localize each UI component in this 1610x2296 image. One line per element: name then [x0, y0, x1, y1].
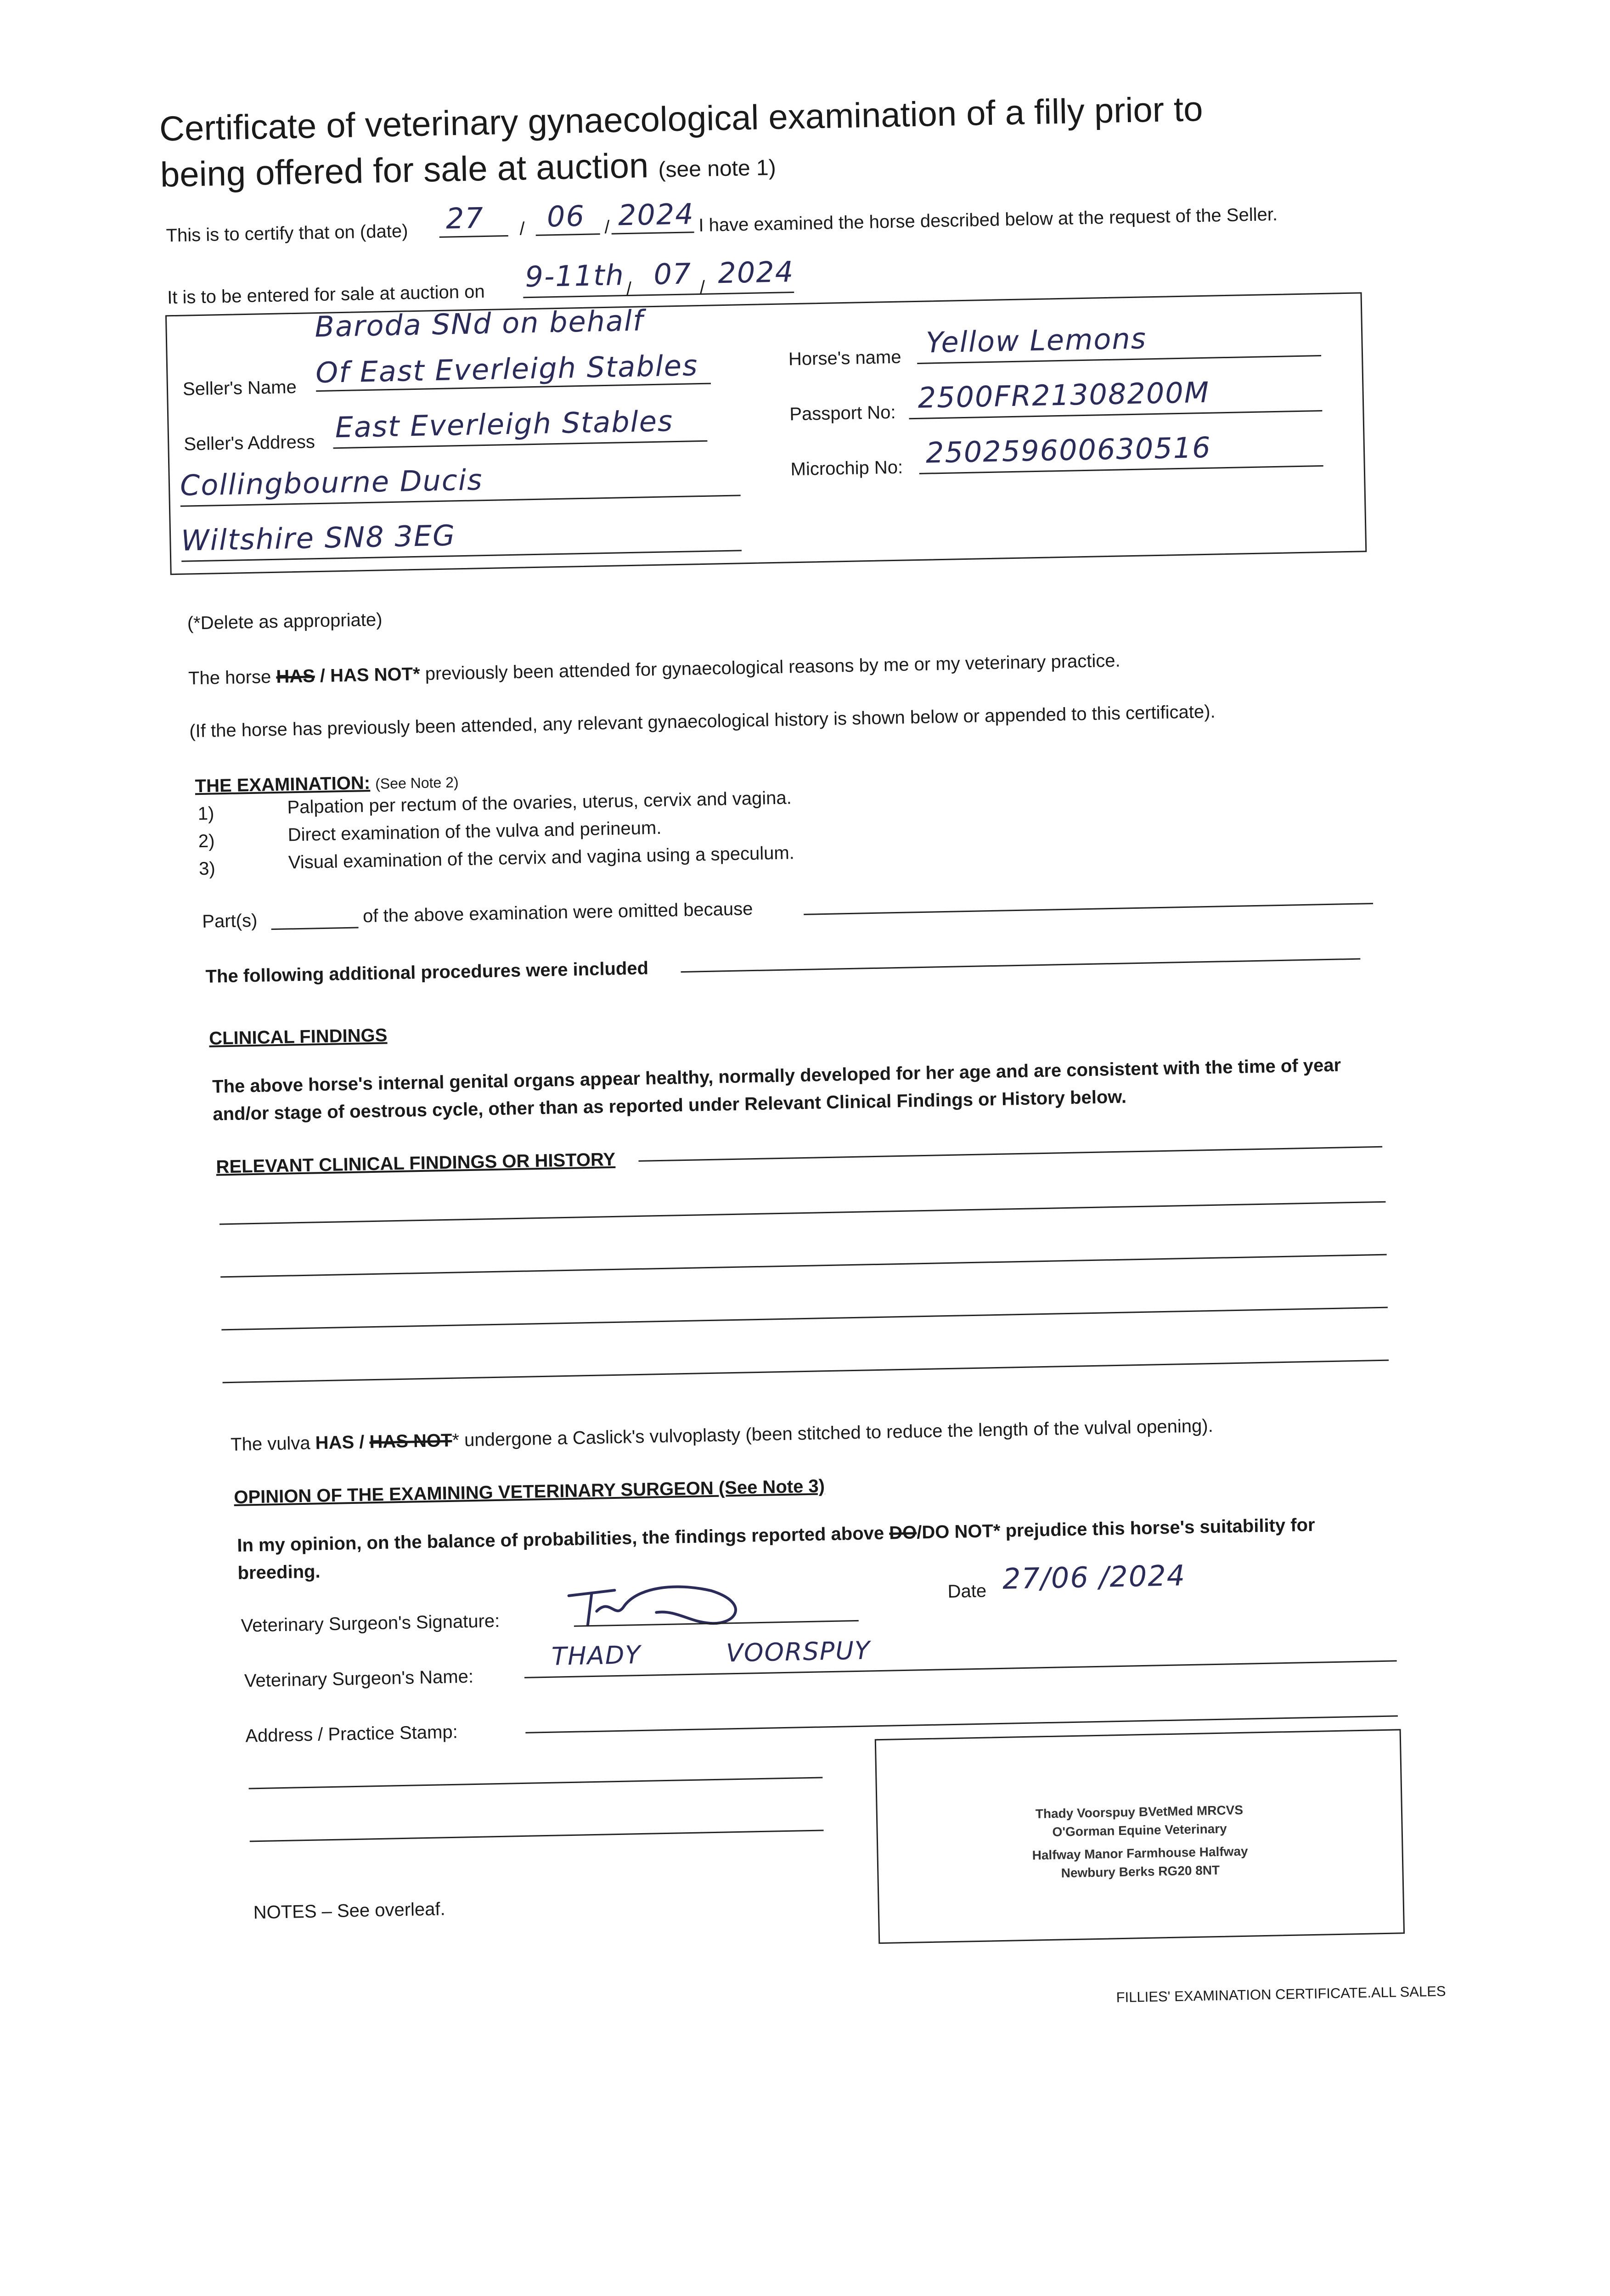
- signature-date-label: Date: [947, 1581, 987, 1602]
- additional-procedures-underline: [681, 958, 1361, 973]
- attended-line: [188, 651, 1120, 689]
- practice-stamp-line2: O'Gorman Equine Veterinary: [1052, 1821, 1227, 1839]
- seller-name-label: Seller's Name: [182, 377, 297, 400]
- relevant-findings-heading: RELEVANT CLINICAL FINDINGS OR HISTORY: [216, 1149, 616, 1177]
- attended-suffix: previously been attended for gynaecological reasons by me or my veterinary practice.: [425, 650, 1121, 684]
- practice-stamp-line3: Halfway Manor Farmhouse Halfway: [1032, 1844, 1248, 1863]
- opinion-do-struck: DO: [889, 1522, 917, 1543]
- attended-note: (If the horse has previously been attended, any relevant gynaecological history is shown below or appended to this certificate).: [189, 701, 1216, 742]
- date-sep-1: /: [519, 219, 525, 239]
- opinion-suffix: /DO NOT* prejudice this horse's suitability for: [916, 1514, 1315, 1543]
- auction-date-year: 2024: [717, 255, 794, 290]
- seller-address-line2: Collingbourne Ducis: [180, 463, 484, 502]
- certificate-title-line1: Certificate of veterinary gynaecological examination of a filly prior to: [159, 89, 1204, 149]
- address-underline-3: [250, 1829, 824, 1842]
- exam-item-2-num: 2): [198, 831, 215, 852]
- omitted-parts-underline: [271, 927, 359, 930]
- vulva-suffix: * undergone a Caslick's vulvoplasty (been stitched to reduce the length of the vulval opening).: [452, 1415, 1214, 1451]
- footer-text: FILLIES' EXAMINATION CERTIFICATE.ALL SALES: [1116, 1983, 1446, 2006]
- clinical-findings-heading: CLINICAL FINDINGS: [208, 1025, 388, 1049]
- opinion-prefix: In my opinion, on the balance of probabilities, the findings reported above: [236, 1523, 884, 1556]
- opinion-line2: breeding.: [237, 1561, 321, 1583]
- omitted-suffix: of the above examination were omitted because: [362, 899, 753, 927]
- title-line2-text: being offered for sale at auction: [160, 146, 649, 195]
- vulva-prefix: The vulva: [230, 1433, 310, 1455]
- clinical-statement-line1: The above horse's internal genital organs appear healthy, normally developed for her age and are consistent with the time of year: [212, 1055, 1341, 1097]
- seller-name-line1: Baroda SNd on behalf: [314, 304, 644, 344]
- vulva-line: [231, 1416, 1213, 1455]
- examination-date-month: 06: [546, 199, 585, 234]
- examination-date-year: 2024: [618, 197, 695, 232]
- omitted-prefix: Part(s): [202, 910, 258, 932]
- opinion-heading: OPINION OF THE EXAMINING VETERINARY SURGEON (See Note 3): [233, 1476, 825, 1508]
- exam-item-1-num: 1): [197, 803, 214, 824]
- passport-value: 2500FR21308200M: [917, 375, 1210, 415]
- passport-label: Passport No:: [789, 402, 896, 425]
- examination-heading-note: (See Note 2): [375, 774, 459, 792]
- seller-address-line1: East Everleigh Stables: [334, 404, 674, 445]
- date-year-underline: [612, 231, 694, 234]
- vet-name-first: THADY: [551, 1640, 642, 1671]
- auction-date-day: 9-11th: [524, 258, 625, 294]
- examination-heading-line: [195, 771, 459, 797]
- seller-address-line3: Wiltshire SN8 3EG: [180, 518, 456, 557]
- seller-address-label: Seller's Address: [183, 432, 315, 455]
- microchip-label: Microchip No:: [790, 457, 903, 480]
- examination-heading: THE EXAMINATION:: [195, 772, 371, 797]
- vet-name-underline: [524, 1660, 1397, 1678]
- clinical-statement-line2: and/or stage of oestrous cycle, other than as reported under Relevant Clinical Findings or History below.: [212, 1086, 1127, 1125]
- exam-item-3-text: Visual examination of the cervix and vagina using a speculum.: [288, 843, 795, 873]
- delete-note: (*Delete as appropriate): [187, 609, 383, 634]
- address-underline-1: [525, 1715, 1398, 1733]
- auction-sep-1: /: [626, 278, 632, 299]
- omitted-reason-underline: [804, 903, 1373, 915]
- signature-date-value: 27/06 /2024: [1002, 1559, 1186, 1596]
- date-day-underline: [439, 235, 508, 238]
- notes-see-overleaf: NOTES – See overleaf.: [253, 1899, 446, 1923]
- relevant-findings-underline-5: [223, 1360, 1389, 1384]
- practice-stamp-line1: Thady Voorspuy BVetMed MRCVS: [1035, 1802, 1244, 1821]
- auction-prefix: It is to be entered for sale at auction on: [167, 281, 485, 308]
- horse-name-label: Horse's name: [788, 347, 901, 370]
- auction-sep-2: /: [699, 277, 705, 298]
- vet-name-last: VOORSPUY: [726, 1636, 871, 1668]
- vulva-has-not-struck: HAS NOT: [369, 1430, 452, 1452]
- address-underline-2: [249, 1777, 823, 1789]
- opinion-line1: [237, 1515, 1315, 1556]
- attended-prefix: The horse: [188, 667, 271, 689]
- vet-name-label: Veterinary Surgeon's Name:: [244, 1666, 474, 1691]
- attended-has-not: / HAS NOT*: [320, 664, 421, 687]
- certify-suffix: I have examined the horse described below at the request of the Seller.: [698, 204, 1278, 236]
- microchip-value: 250259600630516: [925, 430, 1212, 470]
- address-stamp-label: Address / Practice Stamp:: [245, 1722, 458, 1746]
- additional-procedures-label: The following additional procedures were included: [205, 958, 649, 987]
- exam-item-1-text: Palpation per rectum of the ovaries, uterus, cervix and vagina.: [287, 788, 792, 818]
- horse-name-value: Yellow Lemons: [925, 321, 1147, 360]
- examination-date-day: 27: [445, 201, 484, 236]
- title-note: (see note 1): [658, 155, 777, 182]
- exam-item-3-num: 3): [198, 858, 216, 879]
- relevant-findings-underline-1: [638, 1146, 1382, 1162]
- date-month-underline: [536, 233, 600, 236]
- relevant-findings-underline-4: [221, 1307, 1388, 1331]
- practice-stamp-line4: Newbury Berks RG20 8NT: [1061, 1863, 1220, 1880]
- exam-item-2-text: Direct examination of the vulva and perineum.: [287, 817, 662, 845]
- auction-date-month: 07: [653, 257, 692, 291]
- date-sep-2: /: [604, 217, 610, 237]
- seller-name-line2: Of East Everleigh Stables: [315, 349, 698, 390]
- attended-has-struck: HAS: [276, 666, 315, 687]
- relevant-findings-underline-2: [220, 1201, 1386, 1225]
- vulva-has: HAS /: [315, 1432, 365, 1453]
- relevant-findings-underline-3: [220, 1254, 1387, 1278]
- certify-line: [166, 221, 408, 246]
- certify-prefix: This is to certify that on (date): [166, 221, 408, 246]
- signature-label: Veterinary Surgeon's Signature:: [241, 1610, 500, 1636]
